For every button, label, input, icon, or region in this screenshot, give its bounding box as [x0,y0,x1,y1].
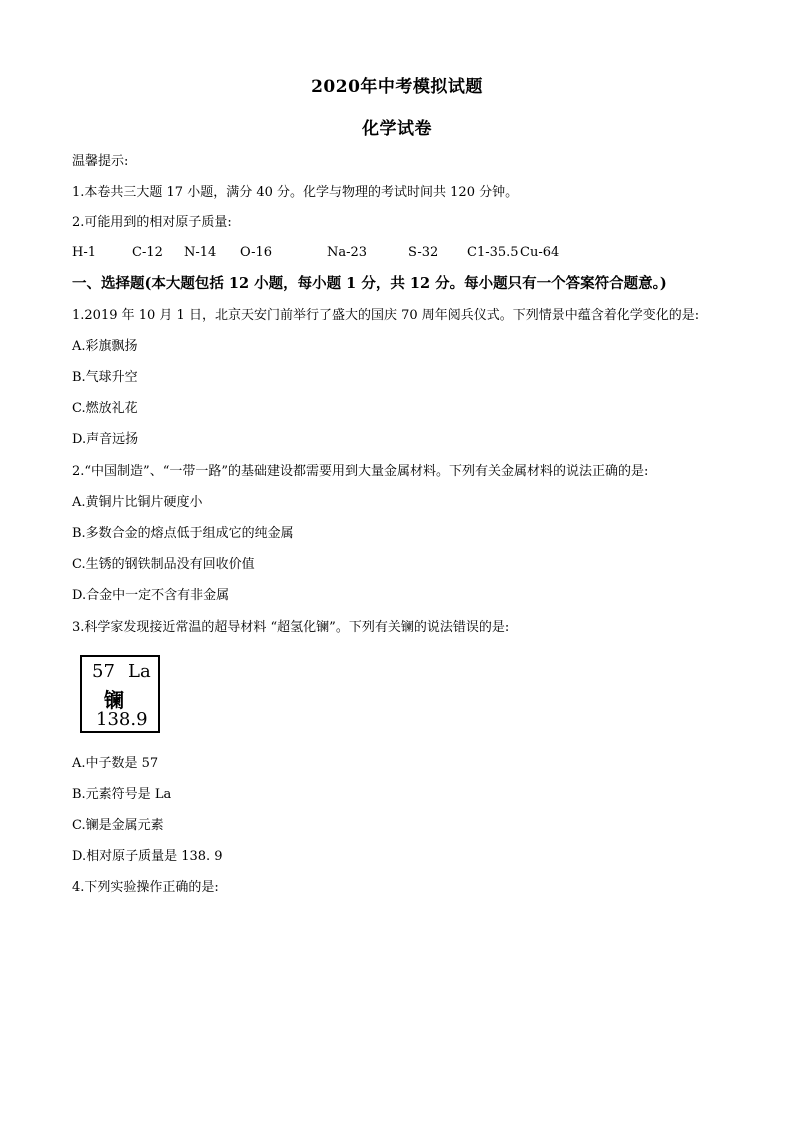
element-symbol: La [128,661,151,682]
exam-subtitle: 化学试卷 [362,119,432,139]
atomic-mass-n: N-14 [184,245,217,260]
tips-item-1: 1.本卷共三大题 17 小题，满分 40 分。化学与物理的考试时间共 120 分钟。 [72,185,519,200]
atomic-mass-s: S-32 [408,245,439,260]
question-2-option-b: B.多数合金的熔点低于组成它的纯金属 [72,526,294,541]
exam-title: 2020年中考模拟试题 [311,77,483,97]
question-3-stem: 3.科学家发现接近常温的超导材料 “超氢化镧”。下列有关镧的说法错误的是: [72,620,510,635]
question-2-option-c: C.生锈的钢铁制品没有回收价值 [72,557,255,572]
element-atomic-number: 57 [92,661,115,682]
section-1-title: 一、选择题(本大题包括 12 小题，每小题 1 分，共 12 分。每小题只有一个答案符合题意。) [72,275,667,292]
question-1-option-c: C.燃放礼花 [72,401,138,416]
question-1-option-d: D.声音远扬 [72,432,139,447]
tips-item-2: 2.可能用到的相对原子质量: [72,215,232,230]
atomic-mass-cu: Cu-64 [520,245,560,260]
element-name: 镧 [104,688,124,712]
question-3-option-c: C.镧是金属元素 [72,818,164,833]
atomic-mass-c: C-12 [132,245,163,260]
question-2-option-a: A.黄铜片比铜片硬度小 [72,495,203,510]
question-1-option-b: B.气球升空 [72,370,138,385]
question-1-stem: 1.2019 年 10 月 1 日，北京天安门前举行了盛大的国庆 70 周年阅兵仪式。下列情景中蕴含着化学变化的是: [72,308,700,323]
question-3-option-a: A.中子数是 57 [72,756,159,771]
tips-heading: 温馨提示: [72,154,129,169]
atomic-mass-h: H-1 [72,245,97,260]
atomic-mass-list [0,245,794,263]
question-3-option-d: D.相对原子质量是 138. 9 [72,849,223,864]
periodic-element-card [80,655,160,733]
atomic-mass-na: Na-23 [327,245,368,260]
question-1-option-a: A.彩旗飘扬 [72,339,138,354]
question-2-option-d: D.合金中一定不含有非金属 [72,588,230,603]
atomic-mass-cl: C1-35.5 [467,245,519,260]
question-2-stem: 2.“中国制造”、“一带一路”的基础建设都需要用到大量金属材料。下列有关金属材料的说法正确的是: [72,464,649,479]
atomic-mass-o: O-16 [240,245,273,260]
element-atomic-mass: 138.9 [96,709,148,730]
question-3-option-b: B.元素符号是 La [72,787,172,802]
question-4-stem: 4.下列实验操作正确的是: [72,880,219,895]
